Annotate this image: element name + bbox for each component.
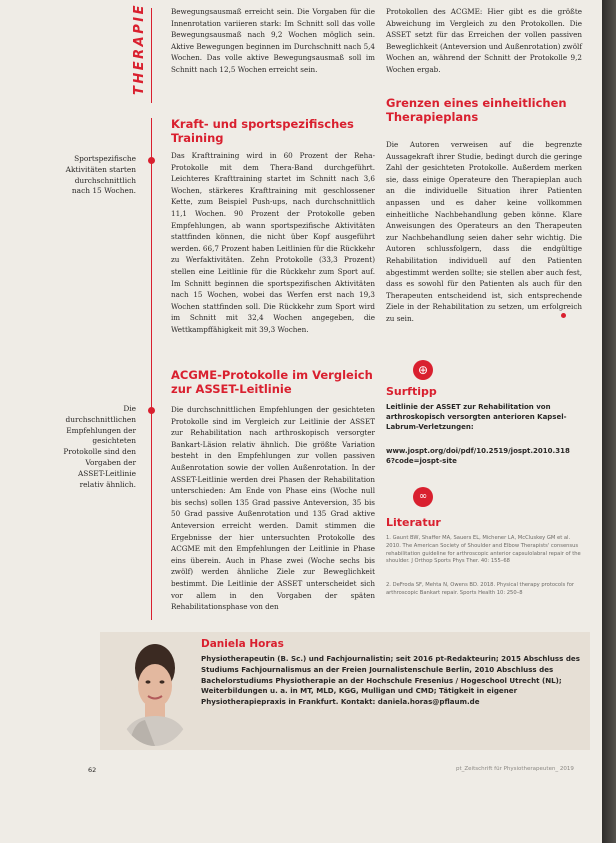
globe-icon: ⊕ — [413, 360, 433, 380]
heading-grenzen: Grenzen eines einheitlichen Therapieplans — [386, 96, 567, 124]
literatur-title: Literatur — [386, 516, 441, 529]
footer-text: pt_Zeitschrift für Physiotherapeuten_ 2019 — [456, 766, 574, 772]
margin-note-2: Die durchschnittlichen Empfehlungen der gesichteten Protokolle sind den Vorgaben der ASSET-Leitlinie relativ ähnlich. — [63, 404, 136, 489]
surftipp-title: Surftipp — [386, 385, 437, 398]
heading-acgme: ACGME-Protokolle im Vergleich zur ASSET-Leitlinie — [171, 368, 373, 396]
margin-note-1: Sportspezifische Aktivitäten starten durchschnittlich nach 15 Wochen. — [65, 154, 136, 196]
margin-note-marker — [148, 157, 155, 164]
col2-body-grenzen: Die Autoren verweisen auf die begrenzte Aussagekraft ihrer Studie, bedingt durch die geringe Zahl der gesichteten Protokolle. Außerdem merken sie, dass einige Operateure den Therapieplan auch an die individuelle Situation ihrer Patienten anpassen und es daher keine vollkommen einheitliche Nachbehandlung geben könne. Klare Anweisungen des Operateurs an den Therapeuten zur Nachbehandlung seien daher sehr wichtig. Die Autoren schlussfolgern, dass die endgültige Rehabilitation individuell auf den Patienten abgestimmt werden sollte; sie stellen aber auch fest, dass es sowohl für den Patienten als auch für den Therapeuten entscheidend ist, sich entsprechende Ziele in der Rehabilitation zu setzen, um erfolgreich zu sein. — [386, 140, 582, 323]
reference-item: 2. DeFroda SF, Mehta N, Owens BD. 2018. Physical therapy protocols for arthroscopic Bankart repair. Sports Health 10: 250–8 — [386, 582, 575, 596]
page-edge-shadow — [602, 0, 616, 843]
col1-intro: Bewegungsausmaß erreicht sein. Die Vorgaben für die Innenrotation variieren stark: Im Schnitt soll das volle Bewegungsausmaß nach 9,2 Wochen möglich sein. Aktive Bewegungen beginnen im Durchschnitt nach 5,4 Wochen. Das volle aktive Bewegungsausmaß soll im Schnitt nach 12,5 Wochen erreicht sein. — [171, 7, 375, 74]
surftipp-link[interactable]: www.jospt.org/doi/pdf/10.2519/jospt.2010.3186?code=jospt-site — [386, 447, 570, 465]
heading-kraft: Kraft- und sportspezifisches Training — [171, 117, 354, 145]
col1-body-acgme: Die durchschnittlichen Empfehlungen der gesichteten Protokolle sind im Vergleich zur Leitlinie der ASSET zur Rehabilitation nach arthroskopisch versorgter Bankart-Läsion relativ ähnlich. Die größte Variation besteht in den Empfehlungen zur vollen passiven Außenrotation sowie der vollen Außenrotation. In der ASSET-Leitlinie werden drei Phasen der Rehabilitation unterschieden: Am Ende von Phase eins (Woche null bis sechs) sollen 135 Grad passive Anteversion, 35 bis 50 Grad passive Außenrotation und 135 Grad aktive Anteversion erreicht werden. Damit stimmen die Ergebnisse der hier untersuchten Protokolle des ACGME mit den Empfehlungen der Leitlinie in Phase eins überein. Auch in Phase zwei (Woche sechs bis zwölf) werden ähnliche Ziele zur Beweglichkeit bestimmt. Die Leitlinie der ASSET unterscheidet sich vor allem in den Vorgaben der späten Rehabilitationsphase von den — [171, 405, 375, 612]
surftipp-text: Leitlinie der ASSET zur Rehabilitation von arthroskopisch versorgten anterioren Kapsel-Labrum-Verletzungen: — [386, 403, 567, 431]
author-name: Daniela Horas — [201, 638, 284, 650]
author-bio: Physiotherapeutin (B. Sc.) und Fachjournalistin; seit 2016 pt-Redakteurin; 2015 Abschluss des Studiums Fachjournalismus an der Freien Journalistenschule Berlin, 2010 Abschluss des Bachelorstudiums Physiotherapie an der Hochschule Fresenius / Hogeschool Utrecht (NL); Weiterbildungen u. a. in MT, MLD, KGG, Mulligan und CMD; Tätigkeit in eigener Physiotherapiepraxis in Frankfurt. Kontakt: daniela.horas@pflaum.de — [201, 654, 580, 707]
section-rule — [151, 118, 152, 620]
col1-body-kraft: Das Krafttraining wird in 60 Prozent der Reha-Protokolle mit dem Thera-Band durchgeführt. Leichteres Krafttraining startet im Schnitt nach 3,6 Wochen, stärkeres Krafttraining mit geschlossener Kette, zum Beispiel Push-ups, nach durchschnittlich 11,1 Wochen. 90 Prozent der Protokolle geben Empfehlungen, ab wann sportspezifische Aktivitäten stattfinden können, die nicht über Kopf ausgeführt werden. 66,7 Prozent haben Leitlinien für die Rückkehr zu Werfaktivitäten. Zehn Protokolle (33,3 Prozent) stellen eine Leitlinie für die Rückkehr zum Sport auf. Im Schnitt beginnen die sportspezifischen Aktivitäten nach 15 Wochen, wobei das Werfen erst nach 19,3 Wochen stattfinden soll. Die Rückkehr zum Sport wird im Schnitt mit 32,4 Wochen angegeben, die Wettkampffähigkeit mit 39,3 Wochen. — [171, 151, 375, 334]
section-label: THERAPIE — [132, 3, 147, 95]
author-portrait-icon — [115, 632, 195, 746]
section-rule-top — [151, 8, 152, 103]
page-number: 62 — [88, 766, 97, 774]
author-photo — [115, 632, 195, 746]
end-of-article-marker — [561, 313, 566, 318]
reference-item: 1. Gaunt BW, Shaffer MA, Sauers EL, Michener LA, McCluskey GM et al. 2010. The American Society of Shoulder and Elbow Therapists' consensus rehabilitation guideline for arthroscopic anterior capsulolabral repair of the shoulder. J Orthop Sports Phys Ther. 40: 155–68 — [386, 535, 581, 565]
margin-note-marker — [148, 407, 155, 414]
col2-intro: Protokollen des ACGME: Hier gibt es die größte Abweichung im Vergleich zu den Protokollen. Die ASSET setzt für das Erreichen der vollen passiven Beweglichkeit (Anteversion und Außenrotation) zwölf Wochen an, während der Schnitt der Protokolle 9,2 Wochen ergab. — [386, 7, 582, 74]
glasses-icon: ∞ — [413, 487, 433, 507]
